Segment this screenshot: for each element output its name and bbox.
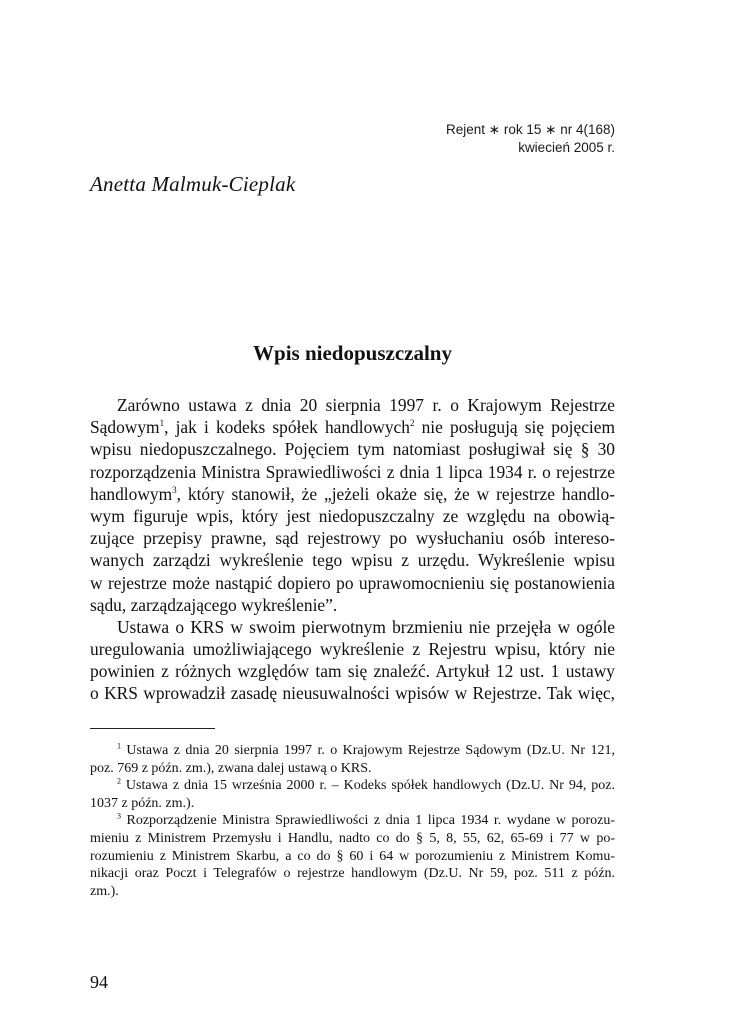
footnote-line: zm.).: [90, 883, 119, 899]
footnote-ref-3[interactable]: 3: [172, 484, 177, 495]
body-line: sądu, zarządzającego wykreślenie”.: [90, 594, 338, 615]
body-text: , który stanowił, że „jeżeli okaże się, że w rejestrze handlo-: [176, 483, 615, 504]
journal-issue: nr 4(168): [560, 122, 615, 137]
journal-year: rok 15: [503, 122, 542, 137]
article-body: [90, 394, 615, 705]
footnote-number: 3: [117, 811, 121, 821]
footnote-text: Rozporządzenie Ministra Sprawiedliwości z dnia 1 lipca 1934 r. wydane w porozu-: [121, 813, 615, 829]
article-title: Wpis niedopuszczalny: [253, 341, 452, 365]
body-line: uregulowania umożliwiającego wykreślenie z Rejestru wpisu, który nie: [90, 639, 615, 660]
footnote-line: rozumieniu z Ministrem Skarbu, a co do § 60 i 64 w porozumieniu z Ministrem Komu-: [90, 848, 615, 864]
footnote-line: 1037 z późn. zm.).: [90, 795, 195, 811]
footnote-text: Ustawa z dnia 15 września 2000 r. – Kodeks spółek handlowych (Dz.U. Nr 94, poz.: [121, 778, 615, 794]
footnote-line: poz. 769 z późn. zm.), zwana dalej ustawą o KRS.: [90, 760, 372, 776]
body-text: nie posługują się pojęciem: [414, 417, 615, 438]
author-name: Anetta Malmuk-Cieplak: [90, 172, 296, 196]
body-text: , jak i kodeks spółek handlowych: [164, 417, 410, 438]
journal-name: Rejent: [445, 122, 485, 137]
body-line: wpisu niedopuszczalnego. Pojęciem tym natomiast posługiwał się § 30: [90, 439, 615, 460]
body-line: [90, 483, 615, 505]
footnote-1: [90, 742, 615, 760]
footnotes: [90, 742, 615, 900]
separator-icon: ∗: [488, 122, 501, 137]
body-line: wym figuruje wpis, który jest niedopuszczalny ze względu na obowią-: [90, 505, 615, 526]
separator-icon: ∗: [545, 122, 557, 137]
footnote-line: mieniu z Ministrem Przemysłu i Handlu, nadto co do § 5, 8, 55, 62, 65-69 i 77 w po-: [90, 830, 615, 846]
footnote-3: [90, 812, 615, 830]
body-line: powinien z różnych względów tam się znaleźć. Artykuł 12 ust. 1 ustawy: [90, 661, 615, 682]
body-line: [90, 416, 615, 438]
body-line: o KRS wprowadził zasadę nieusuwalności wpisów w Rejestrze. Tak więc,: [90, 683, 615, 704]
footnote-number: 2: [117, 776, 121, 786]
body-line: rozporządzenia Ministra Sprawiedliwości z dnia 1 lipca 1934 r. o rejestrze: [90, 461, 615, 482]
footnote-divider: [90, 728, 215, 729]
footnote-line: nikacji oraz Poczt i Telegrafów o rejestrze handlowym (Dz.U. Nr 59, poz. 511 z późn.: [90, 866, 615, 882]
body-line: Zarówno ustawa z dnia 20 sierpnia 1997 r. o Krajowym Rejestrze: [117, 395, 615, 415]
body-line: Ustawa o KRS w swoim pierwotnym brzmieniu nie przejęła w ogóle: [117, 616, 615, 637]
footnote-ref-2[interactable]: 2: [409, 418, 415, 429]
journal-header: [380, 121, 615, 157]
page-number: 94: [90, 972, 108, 992]
body-line: zujące przepisy prawne, sąd rejestrowy po wysłuchaniu osób intereso-: [90, 528, 615, 549]
body-text: handlowym: [90, 483, 173, 504]
footnote-number: 1: [117, 741, 121, 751]
journal-header-line1: [380, 121, 615, 139]
body-line: w rejestrze może nastąpić dopiero po uprawomocnieniu się postanowienia: [90, 572, 615, 593]
journal-date: kwiecień 2005 r.: [518, 140, 615, 155]
footnote-2: [90, 777, 615, 795]
footnote-text: Ustawa z dnia 20 sierpnia 1997 r. o Krajowym Rejestrze Sądowym (Dz.U. Nr 121,: [121, 743, 615, 758]
body-line: wanych zarządzi wykreślenie tego wpisu z urzędu. Wykreślenie wpisu: [90, 550, 615, 571]
body-text: Sądowym: [90, 417, 160, 438]
footnote-ref-1[interactable]: 1: [159, 418, 165, 429]
